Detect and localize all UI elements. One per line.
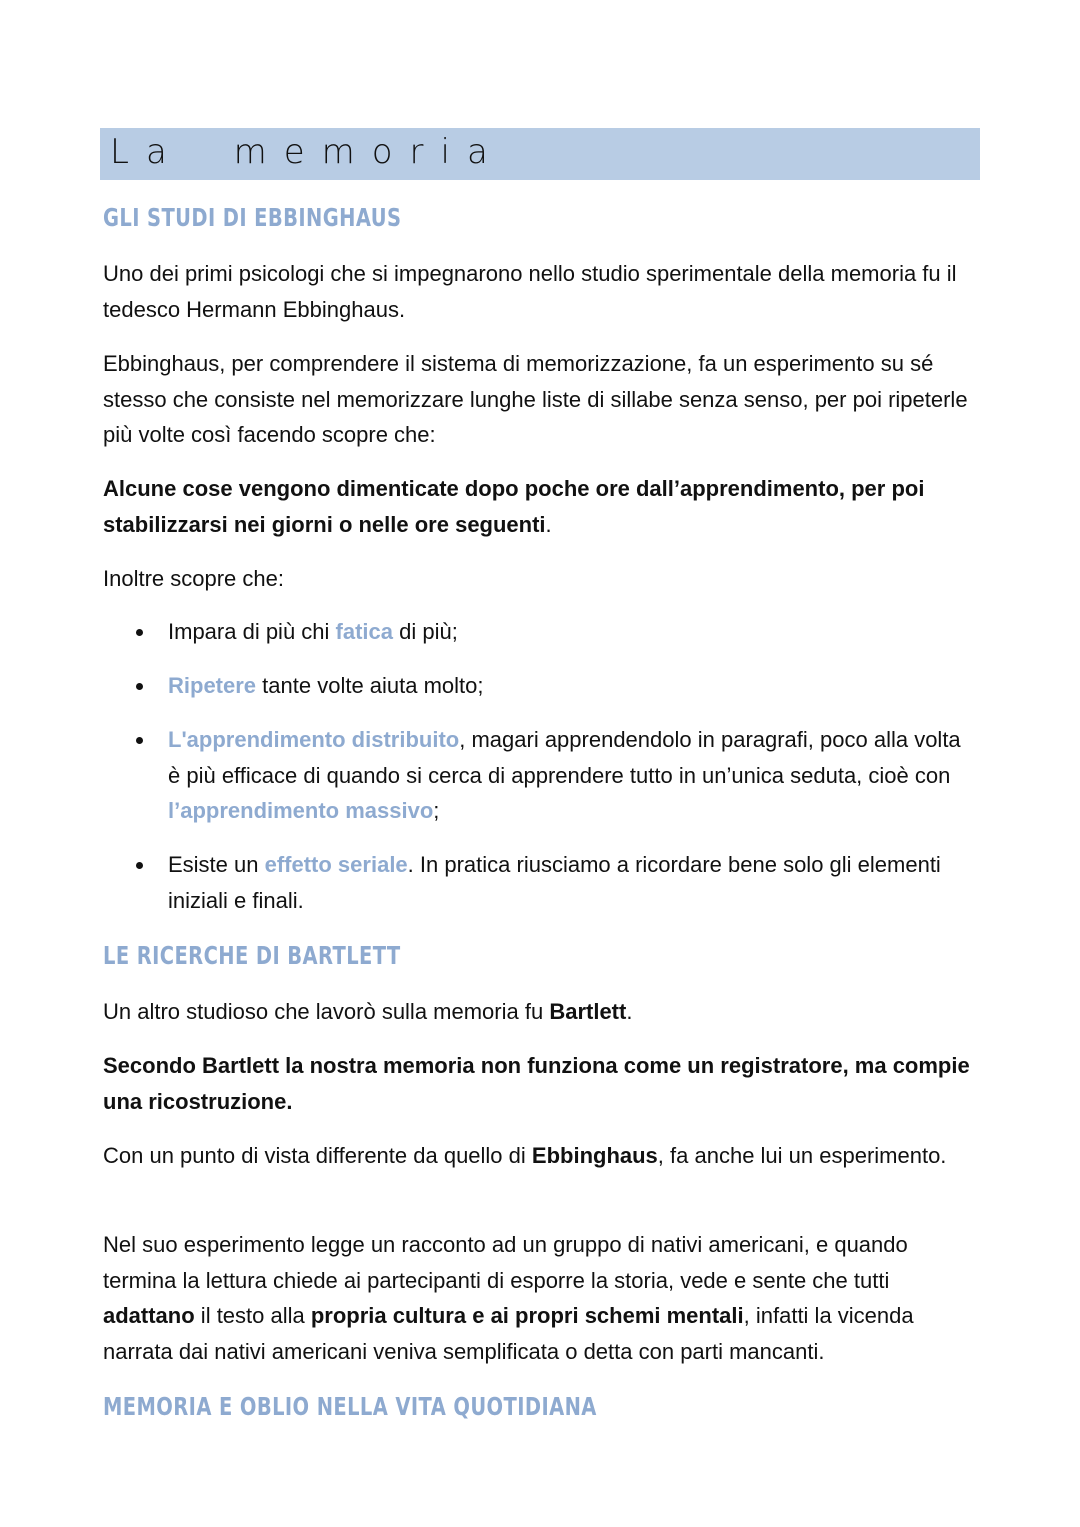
text: . In pratica riusciamo a ricordare bene solo gli elementi iniziali e finali. [168,852,941,913]
text: ; [433,798,440,823]
text: . [545,511,552,537]
text: Impara di più chi [168,619,336,644]
bold-text: Alcune cose vengono dimenticate dopo poche ore dall’apprendimento, per poi stabilizzarsi nei giorni o nelle ore seguenti [103,476,925,537]
paragraph-bold-finding [103,471,983,542]
paragraph [103,1138,983,1174]
paragraph [103,994,983,1030]
paragraph: Inoltre scopre che: [103,566,284,591]
bold-text: Bartlett [549,999,627,1024]
bullet-dot [136,862,143,869]
text: di più; [393,619,458,644]
text: Esiste un [168,852,265,877]
paragraph: Uno dei primi psicologi che si impegnarono nello studio sperimentale della memoria fu il tedesco Hermann Ebbinghaus. [103,261,957,322]
bullet-dot [136,737,143,744]
bold-text: Secondo Bartlett la nostra memoria non funziona come un registratore, ma compie una ricostruzione. [103,1053,970,1114]
section-heading-ebbinghaus: GLI STUDI DI EBBINGHAUS [103,203,402,232]
highlight-term: Ripetere [168,673,257,698]
text: , magari apprendendolo in paragrafi, poco alla volta è più efficace di quando si cerca di apprendere tutto in un’unica seduta, cioè con [168,727,961,788]
list-item [168,722,978,829]
highlight-term: fatica [335,619,394,644]
text: , infatti la vicenda narrata dai nativi americani veniva semplificata o detta con parti mancanti. [103,1303,914,1364]
text: . [626,999,633,1024]
page-title: La memoria [110,132,505,172]
paragraph: Ebbinghaus, per comprendere il sistema di memorizzazione, fa un esperimento su sé stesso che consiste nel memorizzare lunghe liste di sillabe senza senso, per poi ripeterle più volte così facendo scopre che: [103,351,968,447]
text: tante volte aiuta molto; [256,673,484,698]
bullet-dot [136,683,143,690]
highlight-term: L'apprendimento distribuito [168,727,460,752]
bullet-dot [136,629,143,636]
text: Con un punto di vista differente da quello di [103,1143,532,1168]
bold-text: adattano [103,1303,195,1328]
paragraph-bold-thesis [103,1048,983,1119]
list-item [168,614,978,650]
highlight-term: effetto seriale [264,852,408,877]
text: Nel suo esperimento legge un racconto ad un gruppo di nativi americani, e quando termina la lettura chiede ai partecipanti di esporre la storia, vede e sente che tutti [103,1232,908,1293]
section-heading-bartlett: LE RICERCHE DI BARTLETT [103,941,401,970]
bold-text: propria cultura e ai propri schemi mentali [310,1303,744,1328]
text: il testo alla [194,1303,311,1328]
paragraph [103,1227,983,1369]
text: , fa anche lui un esperimento. [657,1143,947,1168]
title-bar [100,128,980,180]
section-heading-memoria-oblio: MEMORIA E OBLIO NELLA VITA QUOTIDIANA [103,1392,597,1421]
bold-text: Ebbinghaus [531,1143,658,1168]
list-item [168,668,978,704]
highlight-term: l’apprendimento massivo [168,798,434,823]
list-item [168,847,978,918]
text: Un altro studioso che lavorò sulla memoria fu [103,999,550,1024]
